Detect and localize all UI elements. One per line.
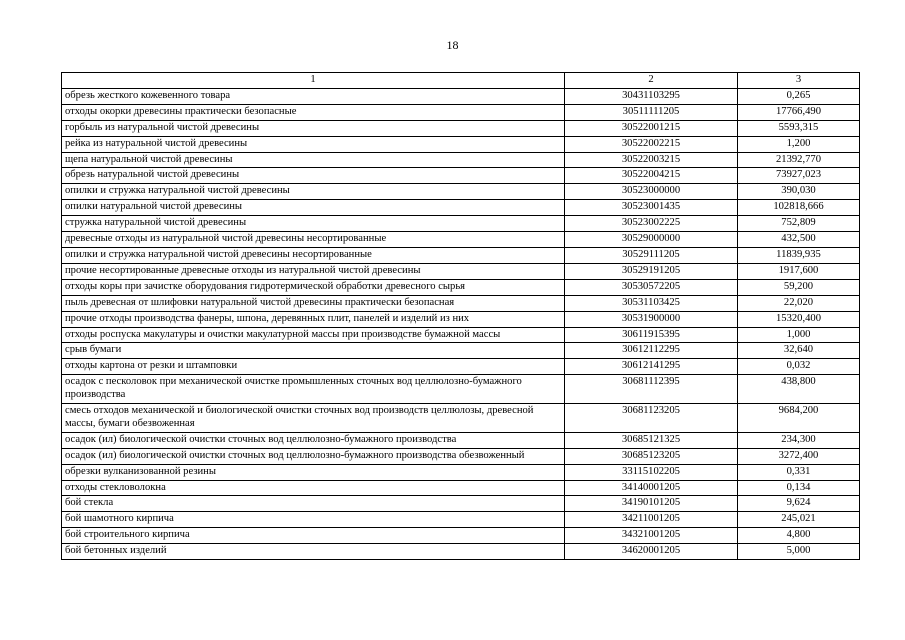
waste-name-cell: бой стекла bbox=[62, 496, 565, 512]
quantity-cell: 9,624 bbox=[738, 496, 860, 512]
quantity-cell: 0,134 bbox=[738, 480, 860, 496]
waste-code-cell: 30529191205 bbox=[565, 263, 738, 279]
table-row bbox=[62, 263, 860, 279]
waste-name-cell: пыль древесная от шлифовки натуральной чистой древесины практически безопасная bbox=[62, 295, 565, 311]
table-row bbox=[62, 279, 860, 295]
table-body bbox=[62, 88, 860, 559]
waste-name-cell: бой шамотного кирпича bbox=[62, 512, 565, 528]
table-row bbox=[62, 136, 860, 152]
waste-code-cell: 30511111205 bbox=[565, 104, 738, 120]
table-row bbox=[62, 464, 860, 480]
waste-name-cell: обрезь натуральной чистой древесины bbox=[62, 168, 565, 184]
waste-code-cell: 30531103425 bbox=[565, 295, 738, 311]
quantity-cell: 245,021 bbox=[738, 512, 860, 528]
quantity-cell: 234,300 bbox=[738, 432, 860, 448]
table-row bbox=[62, 104, 860, 120]
table-row bbox=[62, 184, 860, 200]
waste-code-cell: 30531900000 bbox=[565, 311, 738, 327]
waste-code-cell: 33115102205 bbox=[565, 464, 738, 480]
waste-name-cell: осадок (ил) биологической очистки сточных вод целлюлозно-бумажного производства обезвоженный bbox=[62, 448, 565, 464]
waste-code-cell: 30685121325 bbox=[565, 432, 738, 448]
waste-name-cell: отходы роспуска макулатуры и очистки макулатурной массы при производстве бумажной массы bbox=[62, 327, 565, 343]
waste-name-cell: щепа натуральной чистой древесины bbox=[62, 152, 565, 168]
waste-code-cell: 34190101205 bbox=[565, 496, 738, 512]
waste-name-cell: отходы окорки древесины практически безопасные bbox=[62, 104, 565, 120]
waste-name-cell: осадок с песколовок при механической очистке промышленных сточных вод целлюлозно-бумажного производства bbox=[62, 375, 565, 404]
table-row bbox=[62, 168, 860, 184]
waste-name-cell: смесь отходов механической и биологической очистки сточных вод производств целлюлозы, древесной массы, бумаги обезвоженная bbox=[62, 404, 565, 433]
waste-code-cell: 30612112295 bbox=[565, 343, 738, 359]
waste-name-cell: стружка натуральной чистой древесины bbox=[62, 216, 565, 232]
quantity-cell: 11839,935 bbox=[738, 247, 860, 263]
quantity-cell: 5,000 bbox=[738, 544, 860, 560]
waste-name-cell: опилки и стружка натуральной чистой древесины несортированные bbox=[62, 247, 565, 263]
quantity-cell: 3272,400 bbox=[738, 448, 860, 464]
table-row bbox=[62, 480, 860, 496]
waste-name-cell: рейка из натуральной чистой древесины bbox=[62, 136, 565, 152]
waste-name-cell: обрезь жесткого кожевенного товара bbox=[62, 88, 565, 104]
waste-table bbox=[61, 72, 860, 560]
waste-code-cell: 30523001435 bbox=[565, 200, 738, 216]
quantity-cell: 1,000 bbox=[738, 327, 860, 343]
quantity-cell: 752,809 bbox=[738, 216, 860, 232]
waste-code-cell: 34620001205 bbox=[565, 544, 738, 560]
waste-name-cell: отходы стекловолокна bbox=[62, 480, 565, 496]
waste-code-cell: 30431103295 bbox=[565, 88, 738, 104]
quantity-cell: 102818,666 bbox=[738, 200, 860, 216]
quantity-cell: 17766,490 bbox=[738, 104, 860, 120]
waste-name-cell: бой строительного кирпича bbox=[62, 528, 565, 544]
waste-code-cell: 30681112395 bbox=[565, 375, 738, 404]
waste-code-cell: 30522002215 bbox=[565, 136, 738, 152]
quantity-cell: 59,200 bbox=[738, 279, 860, 295]
table-row bbox=[62, 343, 860, 359]
quantity-cell: 0,265 bbox=[738, 88, 860, 104]
waste-code-cell: 30522003215 bbox=[565, 152, 738, 168]
waste-name-cell: опилки и стружка натуральной чистой древесины bbox=[62, 184, 565, 200]
table-row bbox=[62, 404, 860, 433]
waste-code-cell: 30530572205 bbox=[565, 279, 738, 295]
column-header-3: 3 bbox=[738, 73, 860, 89]
waste-code-cell: 30612141295 bbox=[565, 359, 738, 375]
quantity-cell: 9684,200 bbox=[738, 404, 860, 433]
quantity-cell: 5593,315 bbox=[738, 120, 860, 136]
waste-name-cell: отходы коры при зачистке оборудования гидротермической обработки древесного сырья bbox=[62, 279, 565, 295]
page-number: 18 bbox=[446, 38, 459, 52]
table-row bbox=[62, 120, 860, 136]
table-row bbox=[62, 359, 860, 375]
table-row bbox=[62, 152, 860, 168]
table-row bbox=[62, 295, 860, 311]
quantity-cell: 0,032 bbox=[738, 359, 860, 375]
table-header bbox=[62, 73, 860, 89]
waste-name-cell: обрезки вулканизованной резины bbox=[62, 464, 565, 480]
column-header-1: 1 bbox=[62, 73, 565, 89]
waste-code-cell: 30523000000 bbox=[565, 184, 738, 200]
quantity-cell: 390,030 bbox=[738, 184, 860, 200]
table-row bbox=[62, 448, 860, 464]
quantity-cell: 15320,400 bbox=[738, 311, 860, 327]
table-row bbox=[62, 528, 860, 544]
quantity-cell: 0,331 bbox=[738, 464, 860, 480]
quantity-cell: 22,020 bbox=[738, 295, 860, 311]
waste-name-cell: опилки натуральной чистой древесины bbox=[62, 200, 565, 216]
waste-code-cell: 30522001215 bbox=[565, 120, 738, 136]
quantity-cell: 1917,600 bbox=[738, 263, 860, 279]
quantity-cell: 32,640 bbox=[738, 343, 860, 359]
waste-code-cell: 30685123205 bbox=[565, 448, 738, 464]
waste-code-cell: 30522004215 bbox=[565, 168, 738, 184]
table-row bbox=[62, 496, 860, 512]
waste-code-cell: 30681123205 bbox=[565, 404, 738, 433]
waste-code-cell: 30529000000 bbox=[565, 232, 738, 248]
waste-name-cell: бой бетонных изделий bbox=[62, 544, 565, 560]
quantity-cell: 73927,023 bbox=[738, 168, 860, 184]
table-row bbox=[62, 88, 860, 104]
table-row bbox=[62, 200, 860, 216]
waste-name-cell: горбыль из натуральной чистой древесины bbox=[62, 120, 565, 136]
table-row bbox=[62, 432, 860, 448]
waste-name-cell: осадок (ил) биологической очистки сточных вод целлюлозно-бумажного производства bbox=[62, 432, 565, 448]
quantity-cell: 1,200 bbox=[738, 136, 860, 152]
table-row bbox=[62, 544, 860, 560]
waste-name-cell: прочие отходы производства фанеры, шпона, деревянных плит, панелей и изделий из них bbox=[62, 311, 565, 327]
table-row bbox=[62, 311, 860, 327]
quantity-cell: 21392,770 bbox=[738, 152, 860, 168]
header-row bbox=[62, 73, 860, 89]
waste-code-cell: 30529111205 bbox=[565, 247, 738, 263]
table-row bbox=[62, 216, 860, 232]
waste-code-cell: 34140001205 bbox=[565, 480, 738, 496]
waste-name-cell: прочие несортированные древесные отходы из натуральной чистой древесины bbox=[62, 263, 565, 279]
waste-name-cell: отходы картона от резки и штамповки bbox=[62, 359, 565, 375]
table-row bbox=[62, 247, 860, 263]
waste-code-cell: 34211001205 bbox=[565, 512, 738, 528]
quantity-cell: 438,800 bbox=[738, 375, 860, 404]
quantity-cell: 432,500 bbox=[738, 232, 860, 248]
quantity-cell: 4,800 bbox=[738, 528, 860, 544]
waste-code-cell: 30523002225 bbox=[565, 216, 738, 232]
waste-name-cell: древесные отходы из натуральной чистой древесины несортированные bbox=[62, 232, 565, 248]
table-row bbox=[62, 375, 860, 404]
table-row bbox=[62, 512, 860, 528]
table-row bbox=[62, 232, 860, 248]
waste-code-cell: 34321001205 bbox=[565, 528, 738, 544]
waste-name-cell: срыв бумаги bbox=[62, 343, 565, 359]
table-row bbox=[62, 327, 860, 343]
waste-code-cell: 30611915395 bbox=[565, 327, 738, 343]
column-header-2: 2 bbox=[565, 73, 738, 89]
